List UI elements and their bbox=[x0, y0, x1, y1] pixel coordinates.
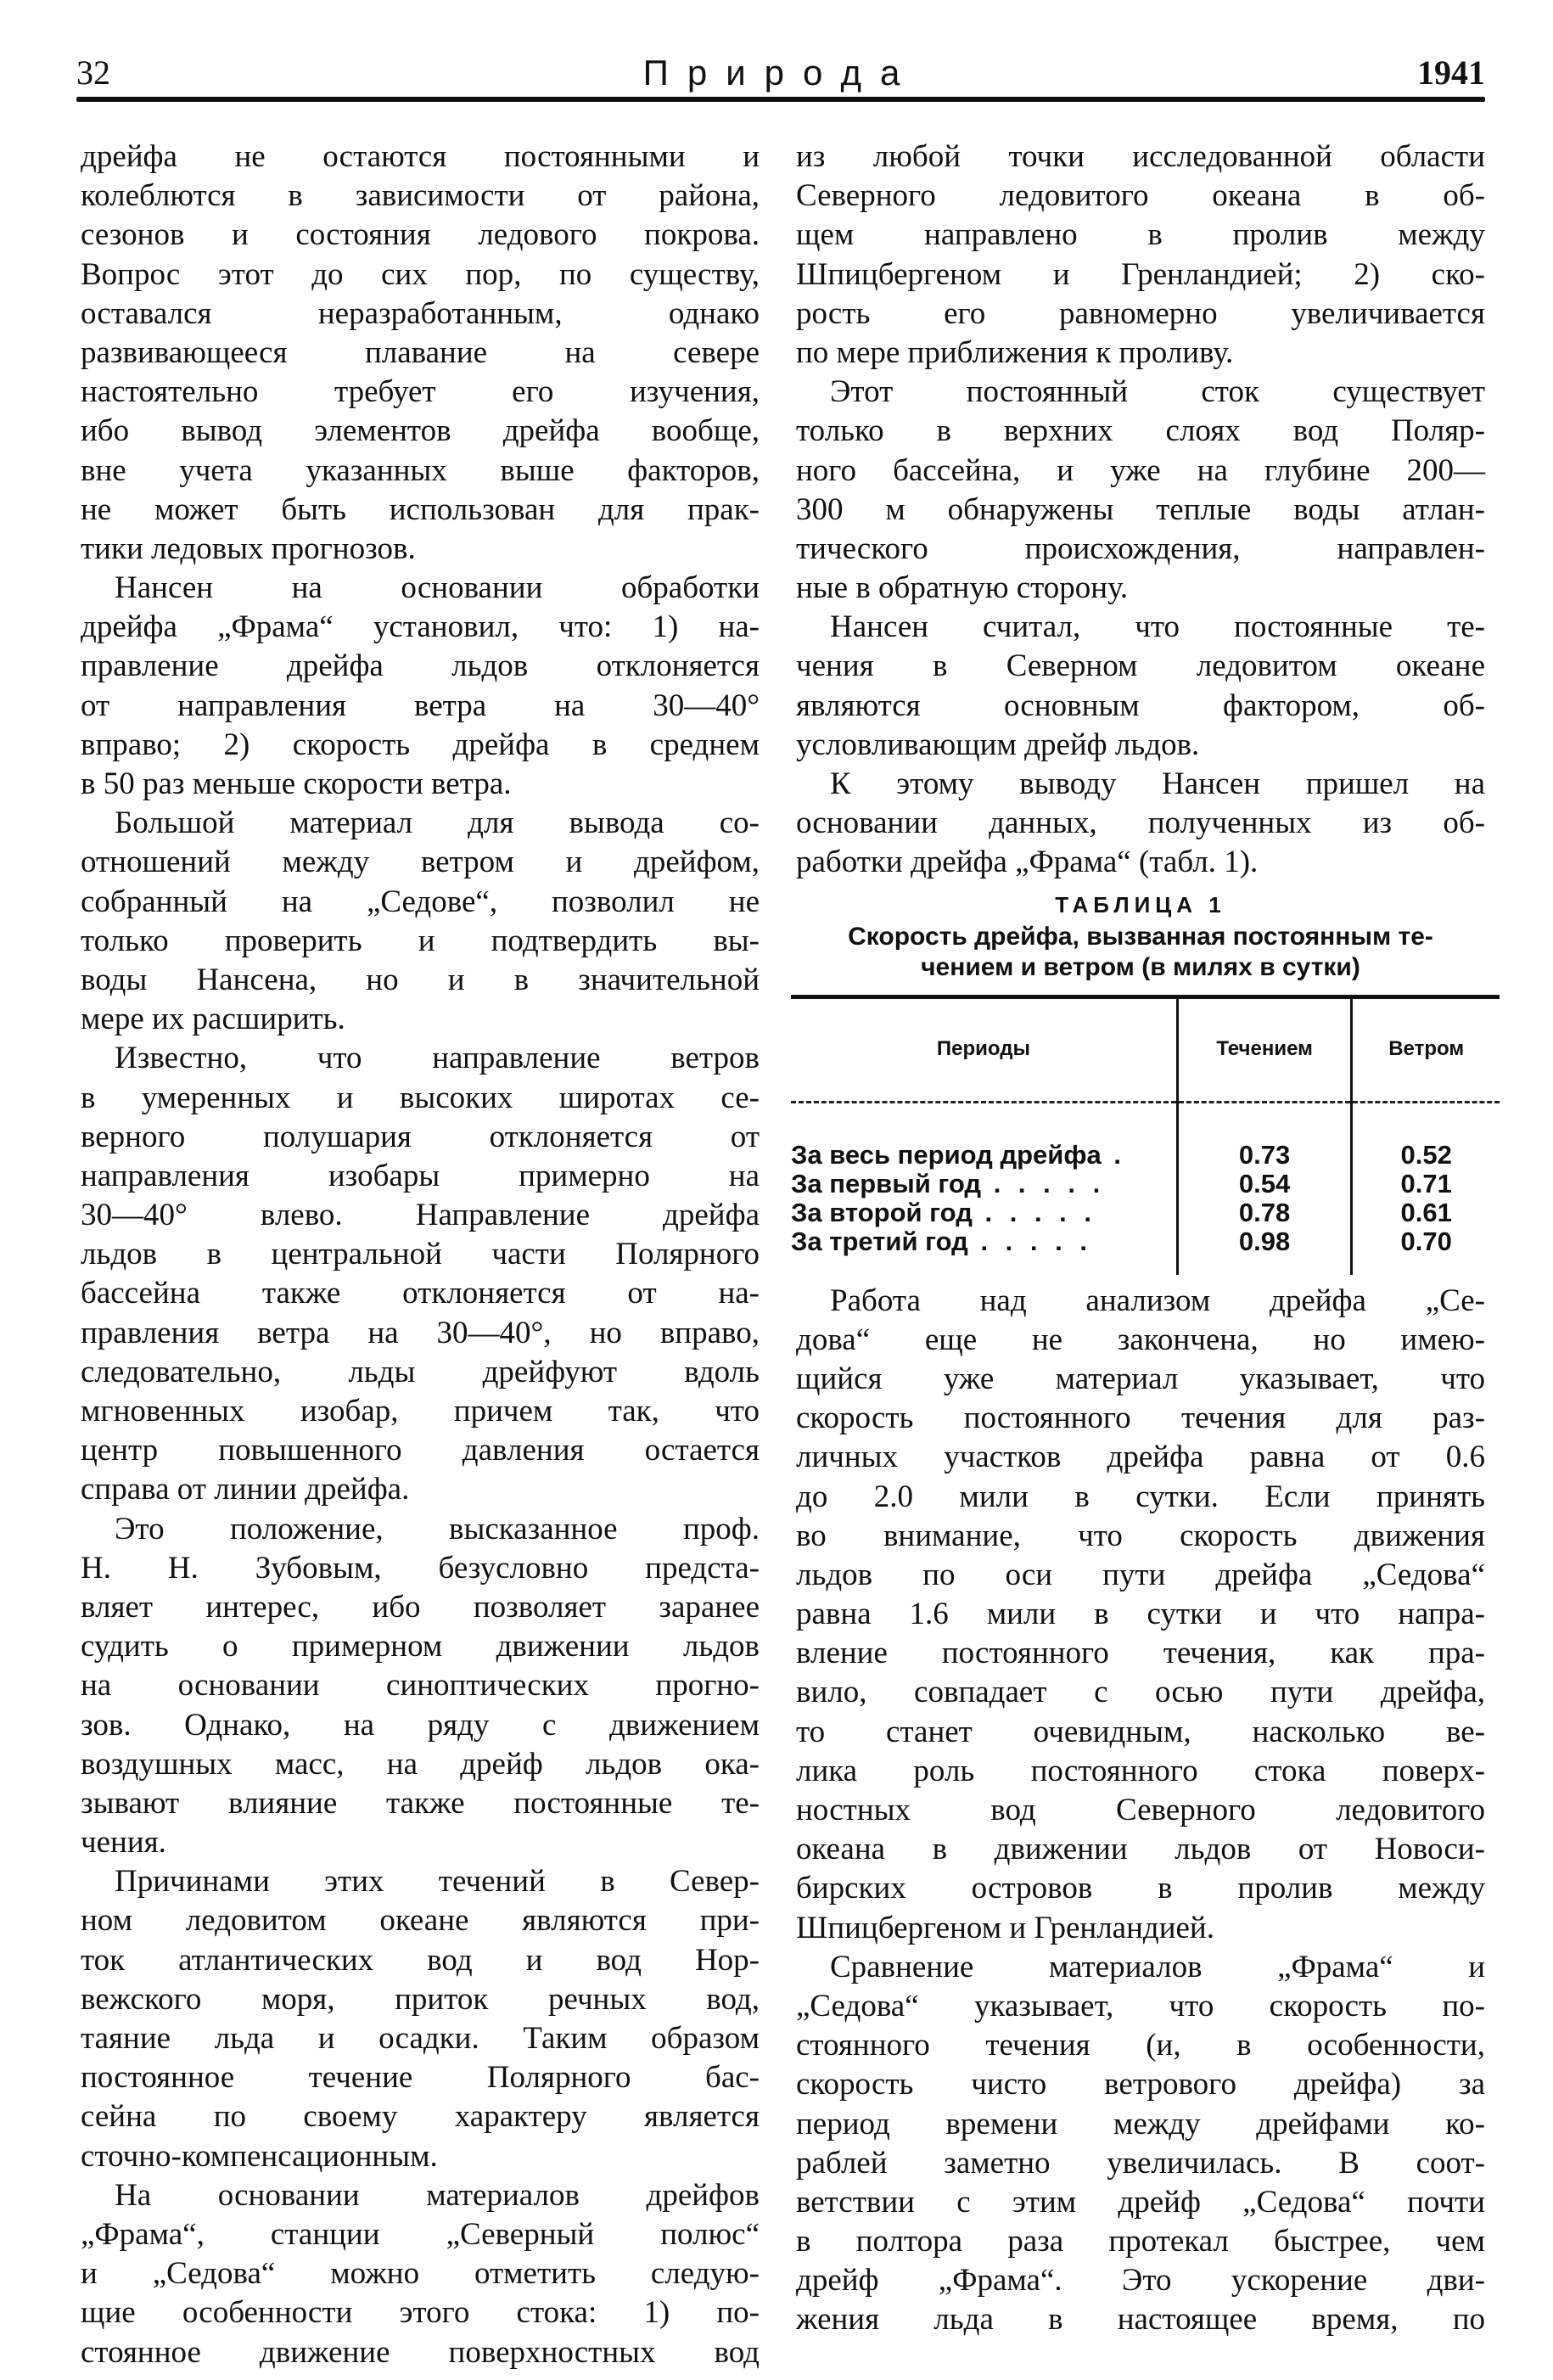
text-line: правления ветра на 30—40°, но вправо, bbox=[81, 1315, 760, 1350]
text-line: тического происхождения, направлен- bbox=[796, 530, 1485, 566]
text-line: ветствии с этим дрейф „Седова“ почти bbox=[796, 2184, 1485, 2220]
paragraph bbox=[796, 1948, 1485, 2340]
wind-value-cell: 0.61 bbox=[1352, 1198, 1500, 1227]
running-header bbox=[76, 44, 1485, 104]
text-line: таяние льда и осадки. Таким образом bbox=[81, 2021, 760, 2056]
text-line: бирских островов в пролив между bbox=[796, 1871, 1485, 1906]
text-line: развивающееся плавание на севере bbox=[81, 334, 760, 370]
text-line: центр повышенного давления остается bbox=[81, 1433, 760, 1468]
text-line: Шпицбергеном и Гренландией. bbox=[796, 1910, 1214, 1945]
text-line: по мере приближения к проливу. bbox=[796, 334, 1234, 370]
paragraph bbox=[81, 2176, 760, 2372]
text-line: правление дрейфа льдов отклоняется bbox=[81, 648, 760, 684]
current-value-cell: 0.73 bbox=[1177, 1102, 1351, 1170]
text-line: сточно-компенсационным. bbox=[81, 2138, 438, 2174]
period-cell bbox=[791, 1170, 1177, 1198]
text-line: ностных вод Северного ледовитого bbox=[796, 1793, 1485, 1827]
text-line: и „Седова“ можно отметить следую- bbox=[81, 2256, 760, 2292]
text-line: ного бассейна, и уже на глубине 200— bbox=[796, 452, 1485, 488]
column-header-wind: Ветром bbox=[1352, 996, 1500, 1102]
text-line: вляет интерес, ибо позволяет заранее bbox=[81, 1589, 760, 1625]
text-line: являются основным фактором, об- bbox=[796, 688, 1485, 723]
text-line: щие особенности этого стока: 1) по- bbox=[81, 2295, 760, 2331]
table-1 bbox=[791, 888, 1485, 1275]
current-value-cell: 0.98 bbox=[1177, 1227, 1351, 1275]
text-line: дрейф „Фрама“. Это ускорение дви- bbox=[796, 2263, 1485, 2299]
text-line: ном ледовитом океане являются при- bbox=[81, 1903, 760, 1939]
text-line: мере их расширить. bbox=[81, 1002, 345, 1037]
text-line: Сравнение материалов „Фрама“ и bbox=[830, 1949, 1485, 1984]
paragraph bbox=[796, 765, 1485, 883]
paragraph bbox=[81, 1862, 760, 2176]
text-line: не может быть использован для прак- bbox=[81, 491, 760, 527]
period-label: За весь период дрейфа bbox=[791, 1139, 1102, 1170]
text-line: К этому выводу Нансен пришел на bbox=[830, 766, 1485, 801]
text-line: 30—40° влево. Направление дрейфа bbox=[81, 1198, 760, 1233]
text-line: Вопрос этот до сих пор, по существу, bbox=[81, 256, 760, 292]
text-line: сейна по своему характеру является bbox=[81, 2099, 760, 2135]
text-line: воды Нансена, но и в значительной bbox=[81, 962, 760, 997]
dot-leader: . . . . . bbox=[972, 1197, 1097, 1227]
text-line: вежского моря, приток речных вод, bbox=[81, 1981, 760, 2017]
text-line: щем направлено в пролив между bbox=[796, 217, 1485, 253]
text-line: дова“ еще не закончена, но имею- bbox=[796, 1322, 1485, 1357]
text-line: Это положение, высказанное проф. bbox=[115, 1511, 760, 1546]
text-line: от направления ветра на 30—40° bbox=[81, 688, 760, 723]
text-line: на основании синоптических прогно- bbox=[81, 1668, 760, 1704]
text-line: в умеренных и высоких широтах се- bbox=[81, 1080, 760, 1115]
text-line: Этот постоянный сток существует bbox=[830, 374, 1485, 410]
text-line: Шпицбергеном и Гренландией; 2) ско- bbox=[796, 256, 1485, 292]
text-line: условливающим дрейф льдов. bbox=[796, 727, 1200, 762]
drift-speed-table bbox=[791, 995, 1500, 1275]
text-line: в полтора раза протекал быстрее, чем bbox=[796, 2224, 1485, 2259]
text-line: чения. bbox=[81, 1825, 166, 1861]
table-row bbox=[791, 1170, 1500, 1198]
text-line: во внимание, что скорость движения bbox=[796, 1518, 1485, 1553]
paragraph bbox=[81, 569, 760, 804]
text-line: Работа над анализом дрейфа „Се- bbox=[830, 1283, 1485, 1318]
text-line: только проверить и подтвердить вы- bbox=[81, 923, 760, 958]
text-line: основании данных, полученных из об- bbox=[796, 805, 1485, 841]
paragraph bbox=[796, 608, 1485, 765]
text-line: чения в Северном ледовитом океане bbox=[796, 648, 1485, 684]
text-line: льдов в центральной части Полярного bbox=[81, 1237, 760, 1272]
text-line: зов. Однако, на ряду с движением bbox=[81, 1707, 760, 1743]
text-line: оставался неразработанным, однако bbox=[81, 295, 760, 331]
period-cell bbox=[791, 1227, 1177, 1275]
journal-title: Природа bbox=[642, 53, 919, 93]
text-line: мгновенных изобар, причем так, что bbox=[81, 1394, 760, 1429]
text-line: скорость чисто ветрового дрейфа) за bbox=[796, 2067, 1485, 2102]
page-number: 32 bbox=[76, 53, 110, 92]
text-line: „Фрама“, станции „Северный полюс“ bbox=[81, 2216, 760, 2252]
text-line: „Седова“ указывает, что скорость по- bbox=[796, 1988, 1485, 2024]
period-label: За третий год bbox=[791, 1226, 968, 1256]
paragraph bbox=[81, 1510, 760, 1863]
text-line: только в верхних слоях вод Поляр- bbox=[796, 413, 1485, 449]
text-line: работки дрейфа „Фрама“ (табл. 1). bbox=[796, 845, 1259, 880]
paragraph bbox=[796, 1282, 1485, 1948]
wind-value-cell: 0.52 bbox=[1352, 1102, 1500, 1170]
current-value-cell: 0.78 bbox=[1177, 1198, 1351, 1227]
text-line: вило, совпадает с осью пути дрейфа, bbox=[796, 1675, 1485, 1710]
period-label: За второй год bbox=[791, 1197, 973, 1227]
publication-year: 1941 bbox=[1417, 53, 1485, 92]
text-line: ные в обратную сторону. bbox=[796, 570, 1129, 606]
text-line: Н. Н. Зубовым, безусловно предста- bbox=[81, 1550, 760, 1586]
table-row bbox=[791, 1198, 1500, 1227]
table-caption-line: Скорость дрейфа, вызванная постоянным те- bbox=[848, 922, 1433, 951]
text-line: дрейфа „Фрама“ установил, что: 1) на- bbox=[81, 609, 760, 645]
text-line: ток атлантических вод и вод Нор- bbox=[81, 1942, 760, 1978]
text-line: Северного ледовитого океана в об- bbox=[796, 178, 1485, 214]
paragraph bbox=[81, 138, 760, 569]
table-row bbox=[791, 1227, 1500, 1275]
text-line: льдов по оси пути дрейфа „Седова“ bbox=[796, 1557, 1485, 1592]
text-line: Нансен считал, что постоянные те- bbox=[830, 609, 1485, 645]
text-line: жения льда в настоящее время, по bbox=[796, 2302, 1485, 2338]
dot-leader: . bbox=[1101, 1139, 1126, 1170]
text-line: сезонов и состояния ледового покрова. bbox=[81, 217, 760, 253]
text-line: раблей заметно увеличилась. В соот- bbox=[796, 2145, 1485, 2181]
column-header-current: Течением bbox=[1177, 996, 1351, 1102]
text-line: до 2.0 мили в сутки. Если принять bbox=[796, 1479, 1485, 1514]
column-header-periods: Периоды bbox=[791, 996, 1177, 1102]
text-line: собранный на „Седове“, позволил не bbox=[81, 884, 760, 919]
text-line: океана в движении льдов от Новоси- bbox=[796, 1832, 1485, 1867]
text-line: тики ледовых прогнозов. bbox=[81, 530, 416, 566]
text-line: Известно, что направление ветров bbox=[115, 1041, 760, 1076]
paragraph bbox=[81, 804, 760, 1039]
wind-value-cell: 0.71 bbox=[1352, 1170, 1500, 1198]
text-line: щийся уже материал указывает, что bbox=[796, 1361, 1485, 1396]
text-line: дрейфа не остаются постоянными и bbox=[81, 139, 760, 174]
text-line: вне учета указанных выше факторов, bbox=[81, 452, 760, 488]
text-line: колеблются в зависимости от района, bbox=[81, 178, 760, 214]
right-column-text-after-table bbox=[796, 1282, 1485, 2340]
text-line: период времени между дрейфами ко- bbox=[796, 2106, 1485, 2141]
text-line: Нансен на основании обработки bbox=[115, 570, 760, 606]
text-line: Причинами этих течений в Север- bbox=[115, 1864, 760, 1900]
text-line: следовательно, льды дрейфуют вдоль bbox=[81, 1354, 760, 1389]
text-line: из любой точки исследованной области bbox=[796, 139, 1485, 174]
text-line: лика роль постоянного стока поверх- bbox=[796, 1753, 1485, 1788]
text-line: Большой материал для вывода со- bbox=[115, 805, 760, 841]
text-line: скорость постоянного течения для раз- bbox=[796, 1400, 1485, 1436]
text-line: На основании материалов дрейфов bbox=[115, 2177, 760, 2213]
text-line: воздушных масс, на дрейф льдов ока- bbox=[81, 1746, 760, 1782]
text-line: личных участков дрейфа равна от 0.6 bbox=[796, 1440, 1485, 1475]
right-column-text-before-table bbox=[796, 138, 1485, 883]
left-column bbox=[81, 138, 760, 2372]
text-line: настоятельно требует его изучения, bbox=[81, 374, 760, 410]
text-line: судить о примерном движении льдов bbox=[81, 1629, 760, 1664]
table-label: ТАБЛИЦА 1 bbox=[1055, 891, 1226, 918]
text-line: постоянное течение Полярного бас- bbox=[81, 2060, 760, 2096]
text-line: равна 1.6 мили в сутки и что напра- bbox=[796, 1597, 1485, 1632]
text-line: зывают влияние также постоянные те- bbox=[81, 1785, 760, 1821]
period-label: За первый год bbox=[791, 1168, 982, 1198]
paragraph bbox=[796, 373, 1485, 608]
table-header-row bbox=[791, 996, 1500, 1102]
text-line: стоянного течения (и, в особенности, bbox=[796, 2028, 1485, 2063]
header-rule bbox=[76, 97, 1485, 102]
text-line: ибо вывод элементов дрейфа вообще, bbox=[81, 413, 760, 449]
table-caption-line: чением и ветром (в милях в сутки) bbox=[921, 952, 1360, 981]
text-line: направления изобары примерно на bbox=[81, 1158, 760, 1193]
text-line: вправо; 2) скорость дрейфа в среднем bbox=[81, 727, 760, 762]
text-line: стоянное движение поверхностных вод bbox=[81, 2334, 760, 2370]
text-line: в 50 раз меньше скорости ветра. bbox=[81, 766, 512, 801]
current-value-cell: 0.54 bbox=[1177, 1170, 1351, 1198]
wind-value-cell: 0.70 bbox=[1352, 1227, 1500, 1275]
table-caption bbox=[796, 922, 1485, 983]
right-column bbox=[791, 138, 1485, 2340]
text-line: отношений между ветром и дрейфом, bbox=[81, 845, 760, 880]
text-line: бассейна также отклоняется от на- bbox=[81, 1276, 760, 1311]
text-line: справа от линии дрейфа. bbox=[81, 1472, 410, 1507]
text-line: рость его равномерно увеличивается bbox=[796, 295, 1485, 331]
paragraph bbox=[796, 138, 1485, 373]
text-line: 300 м обнаружены теплые воды атлан- bbox=[796, 491, 1485, 527]
paragraph bbox=[81, 1039, 760, 1509]
text-line: то станет очевидным, насколько ве- bbox=[796, 1714, 1485, 1749]
period-cell bbox=[791, 1102, 1177, 1170]
text-line: верного полушария отклоняется от bbox=[81, 1119, 760, 1154]
dot-leader: . . . . . bbox=[967, 1226, 1092, 1256]
period-cell bbox=[791, 1198, 1177, 1227]
dot-leader: . . . . . bbox=[981, 1168, 1106, 1198]
table-row bbox=[791, 1102, 1500, 1170]
text-line: вление постоянного течения, как пра- bbox=[796, 1636, 1485, 1671]
